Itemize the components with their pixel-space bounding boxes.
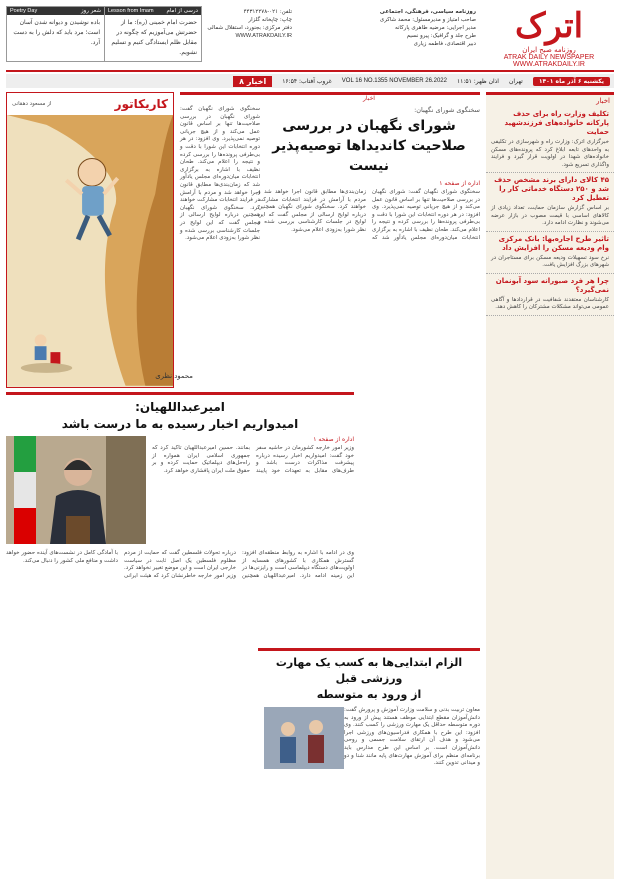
contact-info <box>200 8 292 40</box>
amir-story-body: وی در ادامه با اشاره به روابط منطقه‌ای افزود: گسترش همکاری با کشورهای همسایه از اولویت‌های دستگاه دیپلماسی است و رایزنی‌ها در این زمینه ادامه دارد. امیرعبداللهیان همچنین درباره تحولات فلسطین گفت که حمایت از مردم مظلوم فلسطین یک اصل ثابت در سیاست خارجی ایران است و این موضع تغییر نخواهد کرد. وزیر امور خارجه خاطرنشان کرد که هیئت ایرانی با آمادگی کامل در نشست‌های آینده حضور خواهد داشت و منافع ملی کشور را دنبال می‌کند. <box>6 550 354 579</box>
amir-lead-body: وزیر امور خارجه کشورمان در حاشیه سفر خود گفت: امیدواریم اخبار رسیده درباره پیشرفت مذاکرات درست باشد و طرف‌های مقابل به تعهدات خود پایبند بمانند. حسین امیرعبداللهیان تاکید کرد که جمهوری اسلامی ایران همواره از راه‌حل‌های دیپلماتیک حمایت کرده و بر حقوق ملت ایران پافشاری خواهد کرد. <box>152 445 354 474</box>
news-brief[interactable] <box>486 107 614 173</box>
date-bar <box>6 74 614 88</box>
news-brief[interactable] <box>486 232 614 274</box>
contact-line: تلفن: ۰۲۱-۴۴۳۱۲۲۷۸ <box>243 9 292 15</box>
continuation-body: سخنگوی شورای نگهبان گفت: شورای نگهبان در بررسی صلاحیت‌ها تنها بر اساس قانون عمل می‌کند و از هیچ جریانی توصیه نمی‌پذیرد. وی افزود: در هر دوره انتخابات این شورا با دقت و بی‌طرفی پرونده‌ها را بررسی کرده و نتیجه را اعلام می‌کند. طحان نظیف با اشاره به برگزاری انتخابات میان‌دوره‌ای مجلس یادآور شد که زمان‌بندی‌ها مطابق قانون اجرا خواهد شد و مردم با آرامش در فرایند انتخابات مشارکت خواهند کرد. سخنگوی شورای نگهبان همچنین درباره لوایح ارسالی از مجلس گفت که این لوایح در جلسات کارشناسی بررسی شده و نظر شورا به‌زودی اعلام می‌شود. <box>180 106 260 242</box>
sport-body: معاون تربیت بدنی و سلامت وزارت آموزش و پرورش گفت: دانش‌آموزان مقطع ابتدایی موظف هستند پیش از ورود به دوره متوسطه حداقل یک مهارت ورزشی را کسب کنند. وی افزود: این طرح با همکاری فدراسیون‌های ورزشی اجرا می‌شود و هدف آن ارتقای سلامت جسمی و روحی دانش‌آموزان است. بر اساس این طرح مدارس باید برنامه‌ای منظم برای آموزش مهارت‌های پایه مانند شنا و دو و میدانی تدوین کنند. <box>344 707 480 767</box>
logo-subtitle: روزنامه صبح ایران <box>522 46 576 54</box>
story-body: سخنگوی شورای نگهبان گفت: شورای نگهبان در بررسی صلاحیت‌ها تنها بر اساس قانون عمل می‌کند و از هیچ جریانی توصیه نمی‌پذیرد. وی افزود: در هر دوره انتخابات این شورا با دقت و بی‌طرفی پرونده‌ها را بررسی کرده و نتیجه را اعلام می‌کند. طحان نظیف با اشاره به برگزاری انتخابات میان‌دوره‌ای مجلس یادآور شد که زمان‌بندی‌ها مطابق قانون اجرا خواهد شد و مردم با آرامش در فرایند انتخابات مشارکت خواهند کرد. سخنگوی شورای نگهبان همچنین درباره لوایح ارسالی از مجلس گفت که این لوایح در جلسات کارشناسی بررسی شده و نظر شورا به‌زودی اعلام می‌شود. <box>258 189 480 241</box>
poetry-title-en: Poetry Day <box>10 8 38 14</box>
azan-time: اذان ظهر: ۱۱:۵۱ <box>456 77 499 85</box>
cartoon-header <box>7 93 173 115</box>
poetry-text: باده نوشیدن و دیوانه شدن آسان است؛ مرد باید که دلش را به دست آرد. <box>13 19 100 46</box>
brief-title: ۴۵ کالای دارای برند مشخص حذف شد و ۲۵۰ دستگاه خدماتی کار را تعطیل کرد <box>494 176 609 202</box>
cartoon-illustration <box>7 115 194 386</box>
contact-line[interactable]: WWW.ATRAKDAILY.IR <box>235 33 292 39</box>
brief-title: تاثیر طرح اجاره‌بها: بانک مرکزی وام ودیعه مسکن را افزایش داد <box>498 234 609 252</box>
cartoon-author: از مسعود دهقانی <box>12 101 52 107</box>
city-label: تهران <box>508 77 523 85</box>
brief-text: بر اساس گزارش سازمان حمایت، تعداد زیادی از کالاهای اساسی با قیمت مصوب در بازار عرضه می‌شوند و نظارت ادامه دارد. <box>491 205 609 226</box>
volume-info: VOL 16 NO.1355 NOVEMBER 26.2022 <box>341 78 447 84</box>
section-rule <box>180 92 260 102</box>
info-line: مدیر اجرایی: مرضیه طاهری پارکانه <box>394 25 476 31</box>
news-column-heading: اخبار <box>596 97 610 105</box>
issue-date: یکشنبه ۶ آذر ماه ۱۴۰۱ <box>533 77 610 86</box>
imam-quote-title: درسی از امام <box>166 8 198 14</box>
imam-quote-text: حضرت امام خمینی (ره): ما از حضرتش می‌آموزیم که چگونه در مقابل ظلم ایستادگی کنیم و تسلیم نشویم. <box>111 19 197 56</box>
info-line: صاحب امتیاز و مدیرمسئول: محمد شاکری <box>379 17 476 23</box>
sport-headline-a[interactable]: الزام ابتدایی‌ها به کسب یک مهارت ورزشی قبل <box>275 656 463 685</box>
website[interactable]: WWW.ATRAKDAILY.IR <box>513 61 585 68</box>
imam-quote-box <box>104 7 201 61</box>
minister-photo-illustration <box>6 436 146 544</box>
quote-panel <box>6 6 202 62</box>
amir-headline[interactable]: امیدواریم اخبار رسیده به ما درست باشد <box>61 417 299 431</box>
amir-photo <box>6 436 146 544</box>
imam-quote-title-en: Lesson from Imam <box>108 8 154 14</box>
students-photo-illustration <box>264 707 344 769</box>
info-line: روزنامه سیاسی، فرهنگی، اجتماعی <box>379 9 476 15</box>
story-byline: اداره از صفحه ۱ <box>439 180 480 187</box>
contact-line: دفتر مرکزی: بجنورد، استقلال شمالی <box>207 25 292 31</box>
news-brief[interactable] <box>486 173 614 232</box>
cartoon-panel <box>6 92 194 388</box>
cartoon-title: کاریکاتور <box>114 97 168 111</box>
brief-title: چرا هر فرد صبورانه سود آبونمان نمی‌گیرد؟ <box>495 276 609 294</box>
poetry-header <box>7 7 104 15</box>
brief-title: تکلیف وزارت راه برای حذف پارکانه خانواده‌های فرزندشهید حمایت <box>504 110 609 136</box>
news-brief[interactable] <box>486 274 614 316</box>
info-line: دبیر اقتصادی، فاطمه زیاری <box>413 41 476 47</box>
amir-byline: اداره از صفحه ۱ <box>313 436 354 443</box>
poetry-box <box>7 7 104 61</box>
info-line: طرح جلد و گرافیک: پیرو نسیم <box>406 33 476 39</box>
amir-story-lead <box>152 436 354 475</box>
brief-text: نرخ سود تسهیلات ودیعه مسکن برای مستاجران در شهرهای بزرگ افزایش یافت. <box>491 254 609 268</box>
cartoon-signature: محمود نظری <box>155 371 194 380</box>
poetry-title: شعر روز <box>80 8 101 14</box>
newspaper-logo[interactable] <box>484 6 614 70</box>
sport-story <box>258 648 480 880</box>
contact-line: چاپ: چاپخانه گلزار <box>248 17 292 23</box>
brief-text: کارشناسان معتقدند شفافیت در قراردادها و آگاهی عمومی می‌تواند مشکلات مشترکان را کاهش دهد. <box>491 296 609 310</box>
news-brief-column <box>486 92 614 879</box>
section-rule: اخبار <box>258 92 480 102</box>
english-name: ATRAK DAILY NEWSPAPER <box>503 54 595 61</box>
amir-headline-kicker[interactable]: امیرعبداللهیان: <box>6 392 354 416</box>
brief-text: خبرگزاری اترک: وزارت راه و شهرسازی در تکلیفی به واحدهای تابعه ابلاغ کرد که پرونده‌های مسکن خانواده‌های شهدا در اولویت قرار گیرد و فرایند واگذاری تسریع شود. <box>491 139 609 168</box>
publisher-info <box>296 8 476 48</box>
page-section-tag: اخبار ۸ <box>233 76 272 87</box>
sport-photo <box>264 707 344 769</box>
story-headline[interactable]: شورای نگهبان در بررسی صلاحیت کاندیداها توصیه‌پذیر نیست <box>272 118 466 174</box>
logo-word: اترک <box>514 6 584 46</box>
sunset-time: غروب آفتاب: ۱۶:۵۴ <box>282 77 332 85</box>
story-kicker: سخنگوی شورای نگهبان: <box>414 106 480 114</box>
masthead <box>6 6 614 72</box>
sport-headline-b[interactable]: از ورود به متوسطه <box>316 688 422 701</box>
imam-quote-header <box>105 7 201 15</box>
